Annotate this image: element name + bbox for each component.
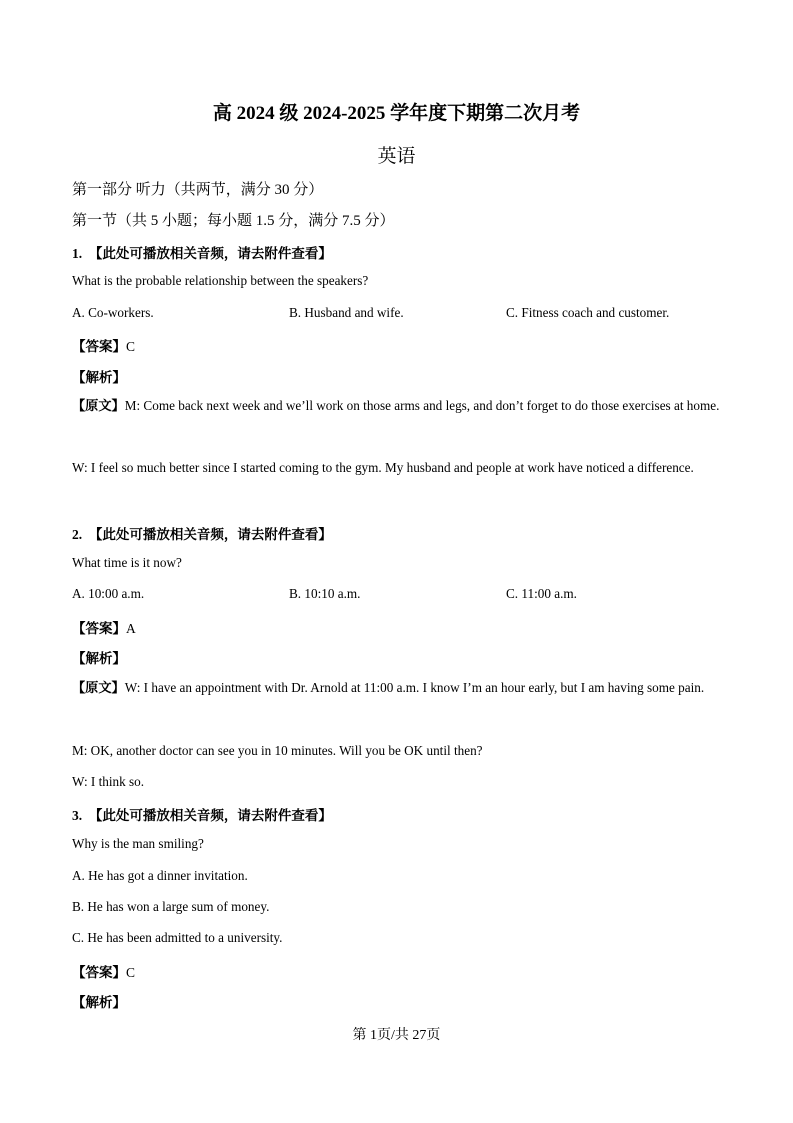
- q1-original-2: W: I feel so much better since I started coming to the gym. My husband and people at work have noticed a difference.: [72, 460, 694, 475]
- page-footer: 第 1页/共 27页: [352, 1028, 441, 1043]
- audio-placeholder[interactable]: 【此处可播放相关音频，请去附件查看】: [88, 246, 332, 261]
- question-1-header: [72, 242, 332, 262]
- answer-tag: 【答案】: [72, 621, 126, 636]
- q3-option-b: B. He has won a large sum of money.: [72, 899, 270, 914]
- question-3-text: Why is the man smiling?: [72, 836, 204, 851]
- q2-analysis-tag: 【解析】: [72, 651, 126, 666]
- answer-value: C: [126, 965, 136, 980]
- section-heading: 第一节（共 5 小题；每小题 1.5 分，满分 7.5 分）: [72, 213, 395, 229]
- question-number: 2.: [72, 527, 83, 542]
- q3-analysis-tag: 【解析】: [72, 995, 126, 1010]
- q2-original-1: [72, 672, 732, 703]
- q3-option-a: A. He has got a dinner invitation.: [72, 868, 248, 883]
- question-3-header: [72, 804, 332, 824]
- q3-answer: [72, 961, 135, 981]
- q2-answer: [72, 617, 136, 637]
- original-text: W: I have an appointment with Dr. Arnold at 11:00 a.m. I know I’m an hour early, but I am having some pain.: [124, 680, 705, 695]
- q2-original-3: W: I think so.: [72, 774, 145, 789]
- answer-value: C: [126, 339, 136, 354]
- q2-option-c: C. 11:00 a.m.: [506, 586, 577, 601]
- q1-option-c: C. Fitness coach and customer.: [506, 305, 670, 320]
- answer-tag: 【答案】: [72, 965, 126, 980]
- question-1-text: What is the probable relationship between the speakers?: [72, 273, 369, 288]
- q1-original-1: [72, 390, 732, 421]
- q2-option-b: B. 10:10 a.m.: [289, 586, 361, 601]
- original-text: M: Come back next week and we’ll work on those arms and legs, and don’t forget to do those exercises at home.: [124, 398, 720, 413]
- subject-title: 英语: [377, 146, 416, 167]
- q2-original-2: M: OK, another doctor can see you in 10 minutes. Will you be OK until then?: [72, 743, 483, 758]
- audio-placeholder[interactable]: 【此处可播放相关音频，请去附件查看】: [88, 808, 332, 823]
- q3-option-c: C. He has been admitted to a university.: [72, 930, 283, 945]
- audio-placeholder[interactable]: 【此处可播放相关音频，请去附件查看】: [88, 527, 332, 542]
- document-title: 高 2024 级 2024-2025 学年度下期第二次月考: [212, 103, 581, 124]
- question-number: 3.: [72, 808, 83, 823]
- q1-option-a: A. Co-workers.: [72, 305, 154, 320]
- original-tag: 【原文】: [72, 680, 125, 695]
- question-2-text: What time is it now?: [72, 555, 182, 570]
- q1-option-b: B. Husband and wife.: [289, 305, 404, 320]
- answer-value: A: [126, 621, 136, 636]
- q1-analysis-tag: 【解析】: [72, 370, 126, 385]
- question-number: 1.: [72, 246, 83, 261]
- question-2-header: [72, 523, 332, 543]
- original-tag: 【原文】: [72, 398, 125, 413]
- q2-option-a: A. 10:00 a.m.: [72, 586, 145, 601]
- q1-answer: [72, 335, 135, 355]
- answer-tag: 【答案】: [72, 339, 126, 354]
- part-heading: 第一部分 听力（共两节，满分 30 分）: [72, 182, 324, 198]
